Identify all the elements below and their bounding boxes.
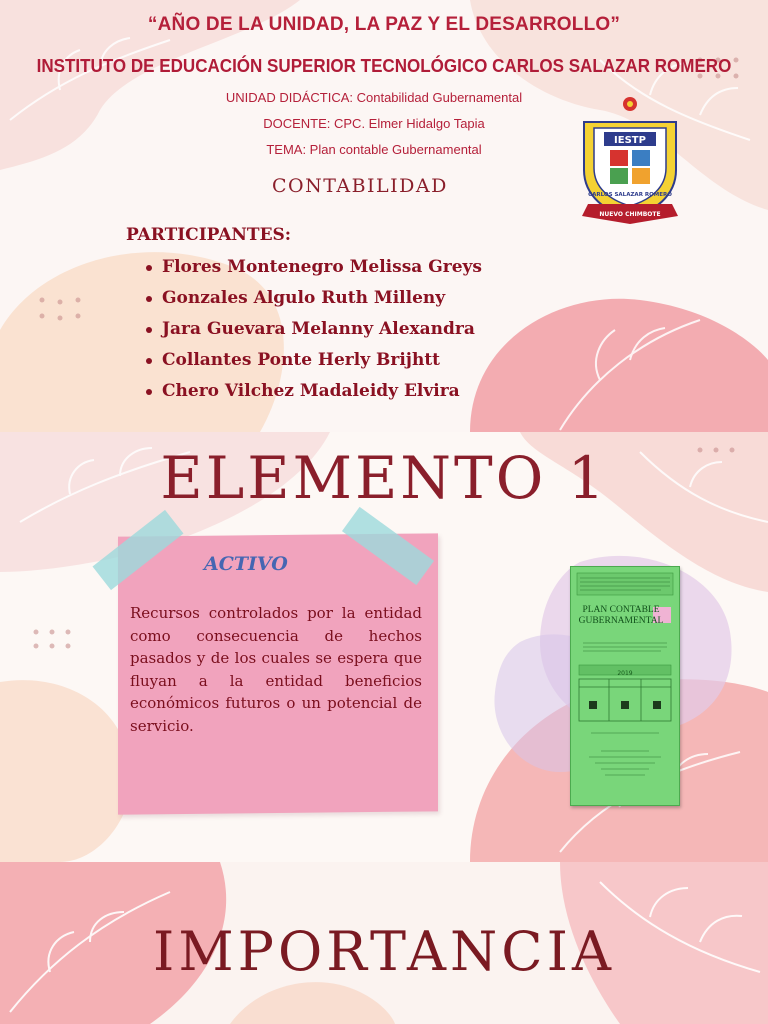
seal-ring-text: CARLOS SALAZAR ROMERO: [588, 192, 672, 198]
institute-name: INSTITUTO DE EDUCACIÓN SUPERIOR TECNOLÓGICO CARLOS SALAZAR ROMERO: [36, 55, 732, 76]
book-title: PLAN CONTABLE GUBERNAMENTAL: [578, 605, 664, 626]
participants-list: [146, 252, 482, 407]
participant-item: [146, 376, 482, 407]
bullet-icon: [146, 358, 152, 364]
participant-item: [146, 345, 482, 376]
seal-acronym: IESTP: [614, 135, 646, 146]
importance-section: [0, 862, 768, 1024]
definition-card: [112, 535, 442, 815]
participant-item: [146, 252, 482, 283]
bullet-icon: [146, 327, 152, 333]
didactic-unit: UNIDAD DIDÁCTICA: Contabilidad Gubernamental: [225, 90, 523, 105]
participant-item: [146, 314, 482, 345]
subject-title: CONTABILIDAD: [272, 175, 448, 197]
card-title: ACTIVO: [204, 553, 288, 575]
seal-ribbon-text: NUEVO CHIMBOTE: [599, 211, 661, 218]
year-motto: “AÑO DE LA UNIDAD, LA PAZ Y EL DESARROLLO”: [147, 14, 621, 35]
plan-contable-book-image: [570, 566, 680, 806]
teacher-name: DOCENTE: CPC. Elmer Hidalgo Tapia: [263, 116, 485, 131]
participant-name: Collantes Ponte Herly Brijhtt: [162, 350, 441, 370]
participant-name: Chero Vilchez Madaleidy Elvira: [162, 381, 460, 401]
card-definition-text: Recursos controlados por la entidad como consecuencia de hechos pasados y de los cuales se espera que fluyan a la entidad beneficios económicos futuros o un potencial de servicio.: [130, 604, 422, 735]
book-cover-art: [571, 567, 679, 805]
book-year: 2019: [617, 670, 633, 677]
element-section: [0, 432, 768, 862]
participant-name: Jara Guevara Melanny Alexandra: [162, 319, 475, 339]
bullet-icon: [146, 265, 152, 271]
topic: TEMA: Plan contable Gubernamental: [266, 142, 482, 157]
element-title: ELEMENTO 1: [160, 444, 608, 512]
header-section: [0, 0, 768, 432]
importance-title: IMPORTANCIA: [153, 920, 615, 983]
participant-item: [146, 283, 482, 314]
bullet-icon: [146, 389, 152, 395]
institute-seal-logo: [574, 92, 686, 228]
bullet-icon: [146, 296, 152, 302]
participant-name: Flores Montenegro Melissa Greys: [162, 257, 482, 277]
participants-heading: PARTICIPANTES:: [126, 225, 292, 245]
participant-name: Gonzales Algulo Ruth Milleny: [162, 288, 446, 308]
